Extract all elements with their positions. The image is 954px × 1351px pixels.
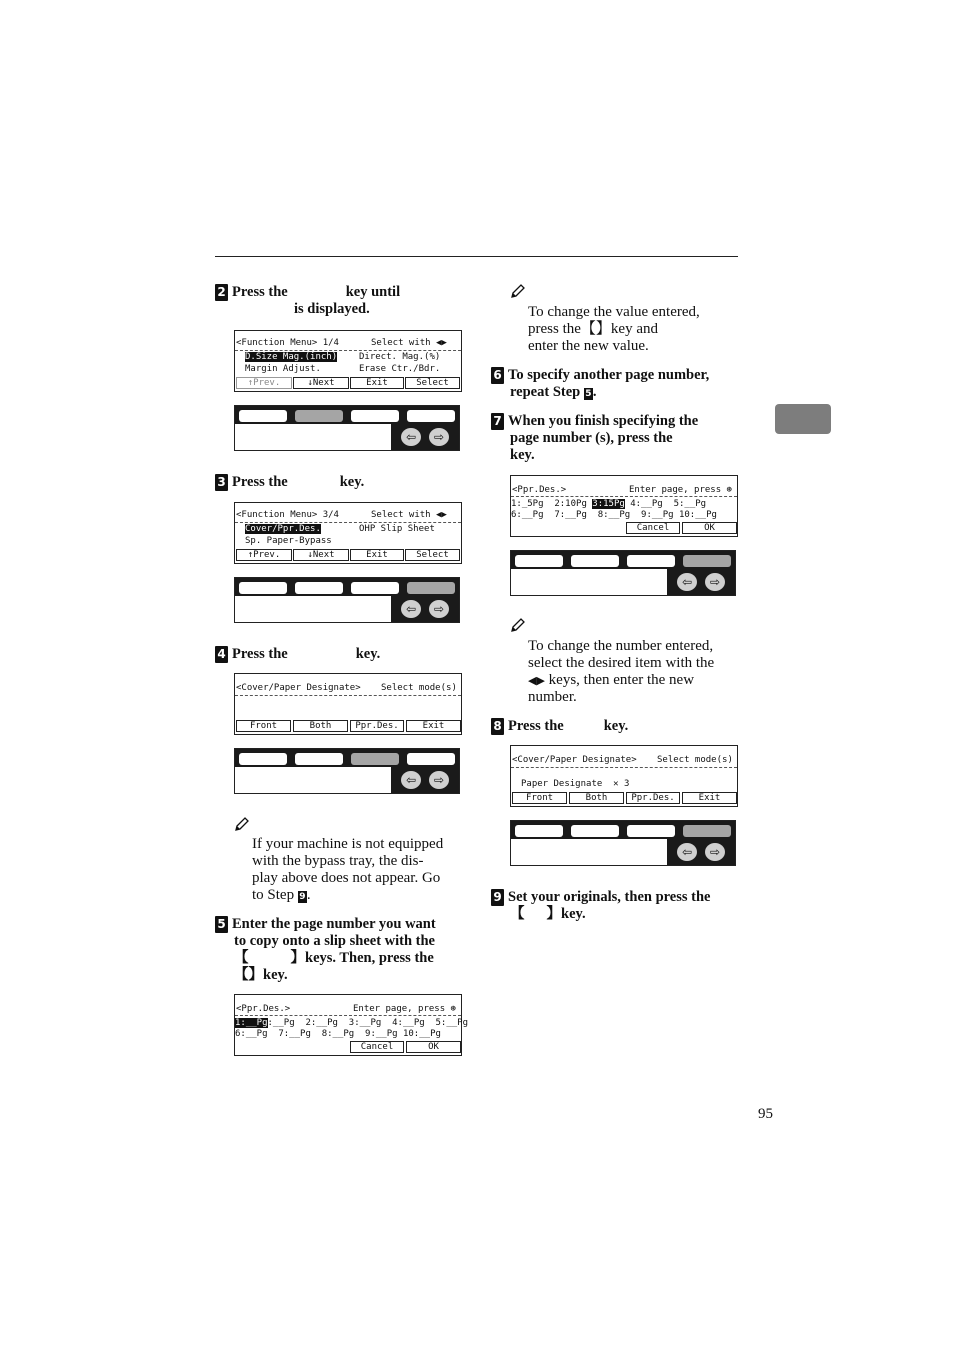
selected-page-field[interactable]: 3:15Pg xyxy=(592,499,625,509)
step-number: 3 xyxy=(215,474,228,491)
step-number: 7 xyxy=(491,413,504,430)
key-1[interactable] xyxy=(515,825,563,837)
ppr-des-button[interactable]: Ppr.Des. xyxy=(350,720,404,732)
step-4: 4 Press the key. xyxy=(215,646,465,663)
selected-page-field[interactable]: 1:__Pg xyxy=(235,1018,268,1028)
right-arrow-icon[interactable]: ⇨ xyxy=(429,771,449,789)
key-2[interactable] xyxy=(571,555,619,567)
key-4[interactable] xyxy=(407,753,455,765)
key-3[interactable] xyxy=(351,582,399,594)
ok-button[interactable]: OK xyxy=(682,522,737,534)
prev-button[interactable]: ↑Prev. xyxy=(236,549,292,561)
step-3: 3 Press the key. xyxy=(215,474,465,491)
select-button[interactable]: Select xyxy=(405,549,460,561)
step-number: 5 xyxy=(215,916,228,933)
cancel-button[interactable]: Cancel xyxy=(350,1041,404,1053)
lcd-ppr-des-filled: <Ppr.Des.> Enter page, press ⊛ 1:_5Pg 2:10Pg 3:15Pg 4:__Pg 5:__Pg 6:__Pg 7:__Pg 8:__Pg 9:__Pg 10:__Pg Cancel OK xyxy=(510,475,738,537)
select-button[interactable]: Select xyxy=(405,377,460,389)
right-arrow-icon[interactable]: ⇨ xyxy=(429,428,449,446)
front-button[interactable]: Front xyxy=(236,720,291,732)
key-2[interactable] xyxy=(571,825,619,837)
exit-button[interactable]: Exit xyxy=(350,549,404,561)
key-4-highlighted[interactable] xyxy=(683,825,731,837)
lcd-function-menu-1: <Function Menu> 1/4 Select with ◀▶ D.Size Mag.(inch) Direct. Mag.(%) Margin Adjust. Erase Ctr./Bdr. ↑Prev. ↓Next Exit Select xyxy=(234,330,462,392)
key-1[interactable] xyxy=(239,582,287,594)
prev-button[interactable]: ↑Prev. xyxy=(236,377,292,389)
step-5: 5 Enter the page number you want to copy onto a slip sheet with the 【 】keys. Then, press the 【】key. xyxy=(215,916,463,984)
left-right-keys-icon: ◀▶ xyxy=(528,674,545,687)
key-1[interactable] xyxy=(239,410,287,422)
key-1[interactable] xyxy=(515,555,563,567)
note-bypass: If your machine is not equipped with the bypass tray, the dis- play above does not appear. Go to Step 9. xyxy=(252,836,444,903)
key-3[interactable] xyxy=(627,825,675,837)
ok-button[interactable]: OK xyxy=(406,1041,461,1053)
step-number: 9 xyxy=(491,889,504,906)
step-number: 2 xyxy=(215,284,228,301)
note-change-value: To change the value entered, press the【】key and enter the new value. xyxy=(528,304,700,354)
right-arrow-icon[interactable]: ⇨ xyxy=(429,600,449,618)
key-panel-3 xyxy=(234,748,460,794)
lcd-ppr-des-enter: <Ppr.Des.> Enter page, press ⊛ 1:__Pg:__Pg 2:__Pg 3:__Pg 4:__Pg 5:__Pg 6:__Pg 7:__Pg 8:__Pg 9:__Pg 10:__Pg Cancel OK xyxy=(234,994,462,1056)
key-3[interactable] xyxy=(351,410,399,422)
key-1[interactable] xyxy=(239,753,287,765)
exit-button[interactable]: Exit xyxy=(406,720,461,732)
step-9: 9 Set your originals, then press the 【 】key. xyxy=(491,889,739,923)
key-4-highlighted[interactable] xyxy=(683,555,731,567)
key-panel-5 xyxy=(510,820,736,866)
pencil-note-icon xyxy=(509,284,525,300)
selected-item: Cover/Ppr.Des. xyxy=(245,524,321,534)
next-button[interactable]: ↓Next xyxy=(293,377,349,389)
note-change-number: To change the number entered, select the desired item with the ◀▶ keys, then enter the new number. xyxy=(528,638,715,705)
step-7: 7 When you finish specifying the page number (s), press the key. xyxy=(491,413,739,464)
header-rule xyxy=(215,256,738,257)
key-panel-4 xyxy=(510,550,736,596)
step-ref: 5 xyxy=(585,389,592,399)
chapter-tab xyxy=(775,404,831,434)
left-arrow-icon[interactable]: ⇦ xyxy=(677,573,697,591)
left-arrow-icon[interactable]: ⇦ xyxy=(677,843,697,861)
ppr-des-button[interactable]: Ppr.Des. xyxy=(626,792,680,804)
next-button[interactable]: ↓Next xyxy=(293,549,349,561)
front-button[interactable]: Front xyxy=(512,792,567,804)
key-4-highlighted[interactable] xyxy=(407,582,455,594)
key-2[interactable] xyxy=(295,582,343,594)
step-number: 8 xyxy=(491,718,504,735)
step-number: 6 xyxy=(491,367,504,384)
lcd-cover-paper-designate: <Cover/Paper Designate> Select mode(s) Front Both Ppr.Des. Exit xyxy=(234,673,462,735)
key-panel-1 xyxy=(234,405,460,451)
key-4[interactable] xyxy=(407,410,455,422)
lcd-paper-designate-result: <Cover/Paper Designate> Select mode(s) Paper Designate ✕ 3 Front Both Ppr.Des. Exit xyxy=(510,745,738,807)
right-arrow-icon[interactable]: ⇨ xyxy=(705,573,725,591)
step-number: 4 xyxy=(215,646,228,663)
page-number: 95 xyxy=(758,1106,773,1122)
cancel-button[interactable]: Cancel xyxy=(626,522,680,534)
key-2-highlighted[interactable] xyxy=(295,410,343,422)
lcd-function-menu-3: <Function Menu> 3/4 Select with ◀▶ Cover/Ppr.Des. OHP Slip Sheet Sp. Paper-Bypass ↑Prev. ↓Next Exit Select xyxy=(234,502,462,564)
step-2: 2 Press the key until is displayed. xyxy=(215,284,465,318)
left-arrow-icon[interactable]: ⇦ xyxy=(401,428,421,446)
pencil-note-icon xyxy=(509,618,525,634)
selected-item: D.Size Mag.(inch) xyxy=(245,352,338,362)
key-2[interactable] xyxy=(295,753,343,765)
key-panel-2 xyxy=(234,577,460,623)
exit-button[interactable]: Exit xyxy=(682,792,737,804)
left-arrow-icon[interactable]: ⇦ xyxy=(401,771,421,789)
step-6: 6 To specify another page number, repeat Step 5. xyxy=(491,367,739,401)
exit-button[interactable]: Exit xyxy=(350,377,404,389)
right-arrow-icon[interactable]: ⇨ xyxy=(705,843,725,861)
key-3[interactable] xyxy=(627,555,675,567)
left-arrow-icon[interactable]: ⇦ xyxy=(401,600,421,618)
both-button[interactable]: Both xyxy=(293,720,348,732)
step-ref: 9 xyxy=(299,892,306,902)
both-button[interactable]: Both xyxy=(569,792,624,804)
step-8: 8 Press the key. xyxy=(491,718,739,735)
pencil-note-icon xyxy=(233,817,249,833)
key-3-highlighted[interactable] xyxy=(351,753,399,765)
